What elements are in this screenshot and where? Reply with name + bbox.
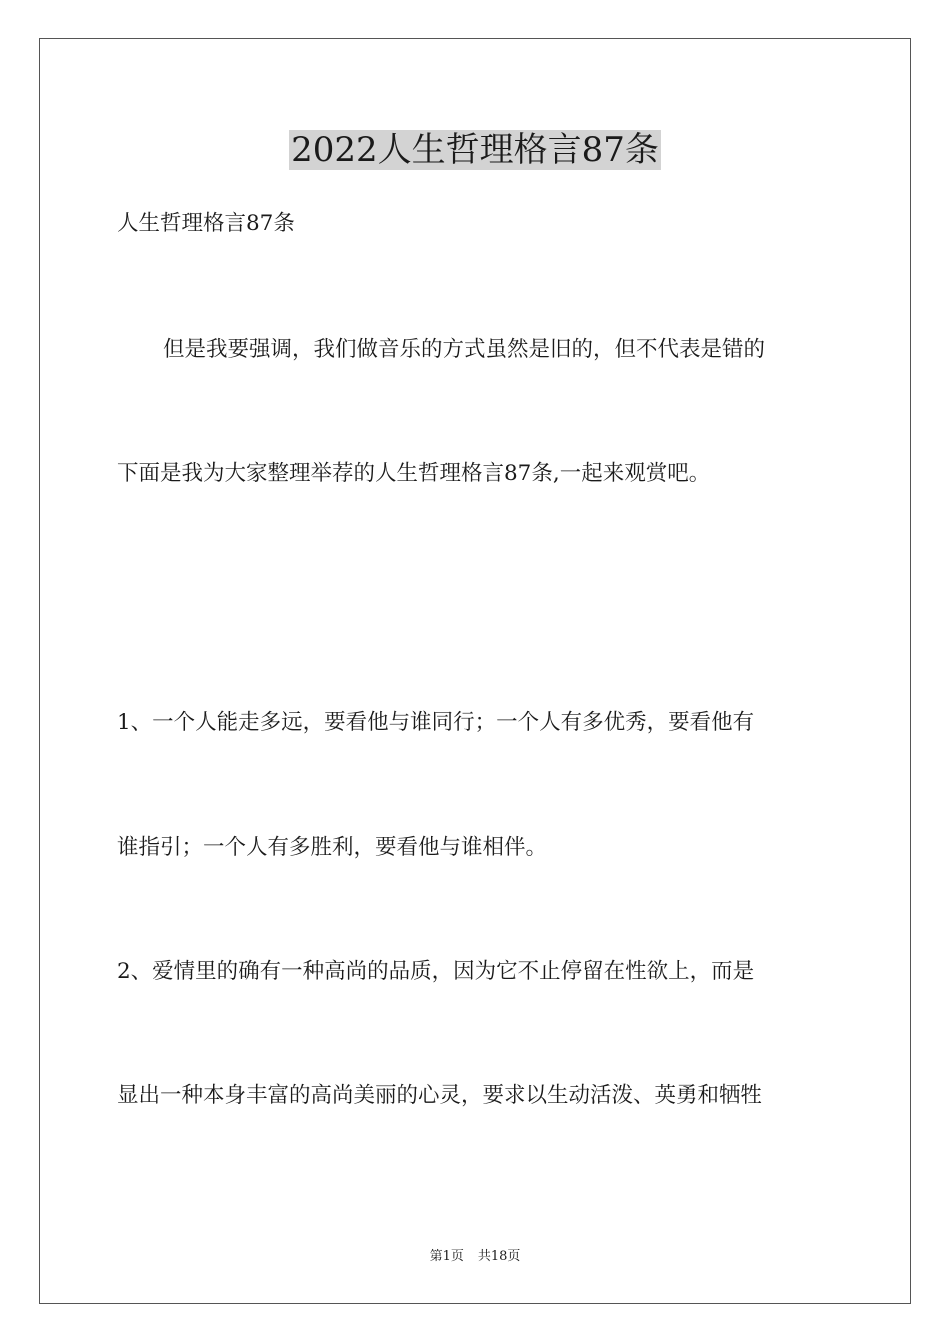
paragraph-line: 但是我要强调，我们做音乐的方式虽然是旧的，但不代表是错的 [163,337,766,362]
page-number-total: 共18页 [477,1249,521,1264]
document-title-text: 2022人生哲理格言87条 [291,130,659,170]
page-footer [0,1248,950,1266]
page-number-current: 第1页 [429,1249,464,1264]
paragraph-line: 下面是我为大家整理举荐的人生哲理格言87条,一起来观赏吧。 [117,461,711,486]
document-subtitle: 人生哲理格言87条 [117,211,295,236]
paragraph-line: 2、爱情里的确有一种高尚的品质，因为它不止停留在性欲上，而是 [117,959,755,984]
paragraph-line: 显出一种本身丰富的高尚美丽的心灵，要求以生动活泼、英勇和牺牲 [117,1083,763,1108]
document-title [0,128,950,172]
paragraph-line: 1、一个人能走多远，要看他与谁同行；一个人有多优秀，要看他有 [117,710,755,735]
paragraph-line: 谁指引；一个人有多胜利，要看他与谁相伴。 [117,835,548,860]
